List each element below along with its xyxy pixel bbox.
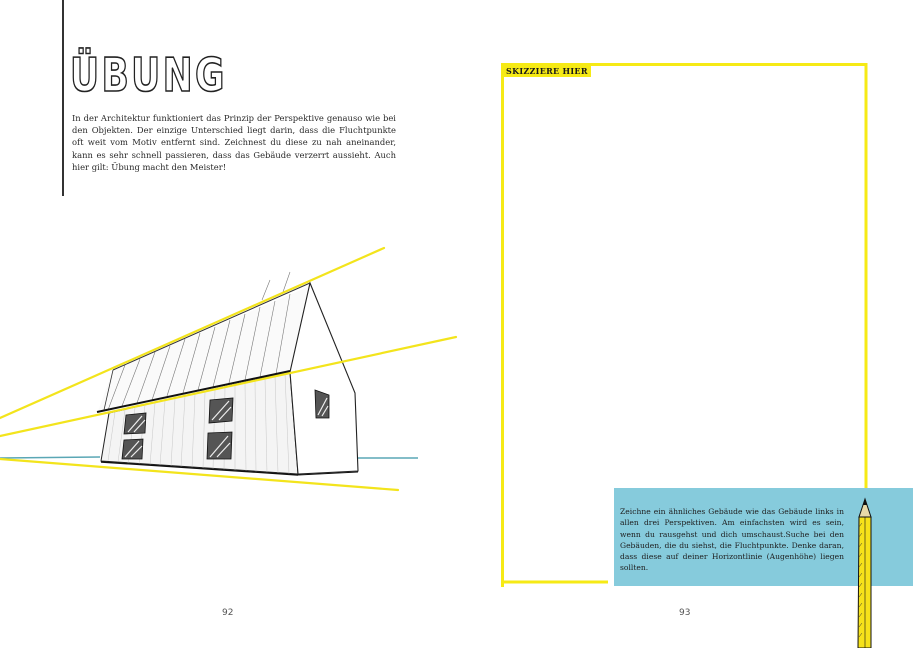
house-perspective-illustration <box>0 230 460 500</box>
pencil-icon <box>852 497 878 648</box>
instruction-text: Zeichne ein ähnliches Gebäude wie das Gebäude links in allen drei Perspektiven. Am einfachsten wird es sein, wenn du rausgehst und dich umschaust.Suche bei den Gebäuden, die du siehst, die Fluchtpunkte. Denke daran, dass diese auf deiner Horizontlinie (Augenhöhe) liegen sollten. <box>620 507 844 573</box>
intro-paragraph: In der Architektur funktioniert das Prinzip der Perspektive genauso wie bei den Objekten. Der einzige Unterschied liegt darin, dass die Fluchtpunkte oft weit vom Motiv entfernt sind. Zeichnest du diese zu nah aneinander, kann es sehr schnell passieren, dass das Gebäude verzerrt aussieht. Auch hier gilt: Übung macht den Meister! <box>72 113 396 172</box>
left-page <box>0 0 456 648</box>
page-number-left: 92 <box>222 608 234 618</box>
sketch-label: SKIZZIERE HIER <box>504 65 591 77</box>
page-title: ÜBUNG <box>70 48 227 102</box>
page-number-right: 93 <box>679 608 691 618</box>
margin-rule <box>62 0 64 196</box>
